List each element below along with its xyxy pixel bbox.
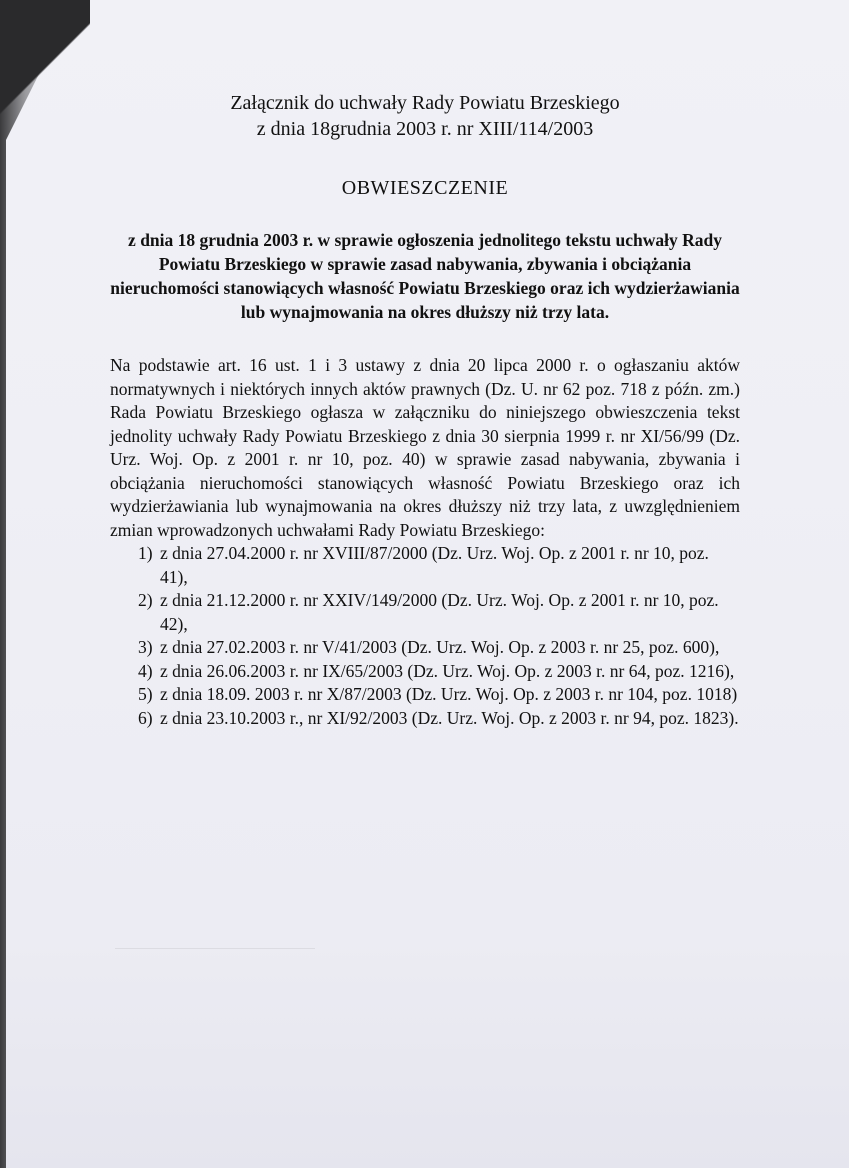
list-item	[138, 683, 740, 707]
list-item	[138, 707, 740, 731]
document-title: OBWIESZCZENIE	[341, 177, 509, 199]
document	[110, 90, 740, 730]
list-item	[138, 660, 740, 684]
list-item-number: 1)	[138, 543, 153, 563]
list-item-text: z dnia 18.09. 2003 r. nr X/87/2003 (Dz. Urz. Woj. Op. z 2003 r. nr 104, poz. 1018)	[160, 684, 738, 704]
list-item-number: 2)	[138, 590, 153, 610]
amendments-list	[110, 542, 740, 730]
list-item-text: z dnia 21.12.2000 r. nr XXIV/149/2000 (Dz. Urz. Woj. Op. z 2001 r. nr 10, poz. 42),	[160, 590, 719, 634]
list-item-text: z dnia 27.04.2000 r. nr XVIII/87/2000 (Dz. Urz. Woj. Op. z 2001 r. nr 10, poz. 41),	[160, 543, 709, 587]
bleed-through-rule	[115, 948, 315, 949]
document-body: Na podstawie art. 16 ust. 1 i 3 ustawy z dnia 20 lipca 2000 r. o ogłaszaniu aktów normatywnych i niektórych innych aktów prawnych (Dz. U. nr 62 poz. 718 z późn. zm.) Rada Powiatu Brzeskiego ogłasza w załączniku do niniejszego obwieszczenia tekst jednolity uchwały Rady Powiatu Brzeskiego z dnia 30 sierpnia 1999 r. nr XI/56/99 (Dz. Urz. Woj. Op. z 2001 r. nr 10, poz. 40) w sprawie zasad nabywania, zbywania i obciążania nieruchomości stanowiących własność Powiatu Brzeskiego oraz ich wydzierżawiania lub wynajmowania na okres dłuższy niż trzy lata, z uwzględnieniem zmian wprowadzonych uchwałami Rady Powiatu Brzeskiego:	[110, 355, 740, 540]
header-line-2: z dnia 18grudnia 2003 r. nr XIII/114/2003	[256, 118, 594, 140]
list-item-number: 5)	[138, 684, 153, 704]
document-header	[110, 90, 740, 142]
header-line-1: Załącznik do uchwały Rady Powiatu Brzeskiego	[230, 92, 620, 114]
folded-corner-shadow	[0, 0, 90, 160]
list-item-text: z dnia 27.02.2003 r. nr V/41/2003 (Dz. Urz. Woj. Op. z 2003 r. nr 25, poz. 600),	[160, 637, 720, 657]
document-subject: z dnia 18 grudnia 2003 r. w sprawie ogłoszenia jednolitego tekstu uchwały Rady Powiatu Brzeskiego w sprawie zasad nabywania, zbywania i obciążania nieruchomości stanowiących własność Powiatu Brzeskiego oraz ich wydzierżawiania lub wynajmowania na okres dłuższy niż trzy lata.	[110, 230, 740, 322]
list-item-text: z dnia 26.06.2003 r. nr IX/65/2003 (Dz. Urz. Woj. Op. z 2003 r. nr 64, poz. 1216),	[160, 660, 735, 681]
list-item-number: 3)	[138, 637, 153, 657]
list-item	[138, 636, 740, 660]
list-item	[138, 589, 740, 636]
list-item-text: z dnia 23.10.2003 r., nr XI/92/2003 (Dz. Urz. Woj. Op. z 2003 r. nr 94, poz. 1823).	[160, 707, 739, 728]
list-item-number: 4)	[138, 660, 153, 681]
list-item	[138, 542, 740, 589]
list-item-number: 6)	[138, 707, 153, 728]
